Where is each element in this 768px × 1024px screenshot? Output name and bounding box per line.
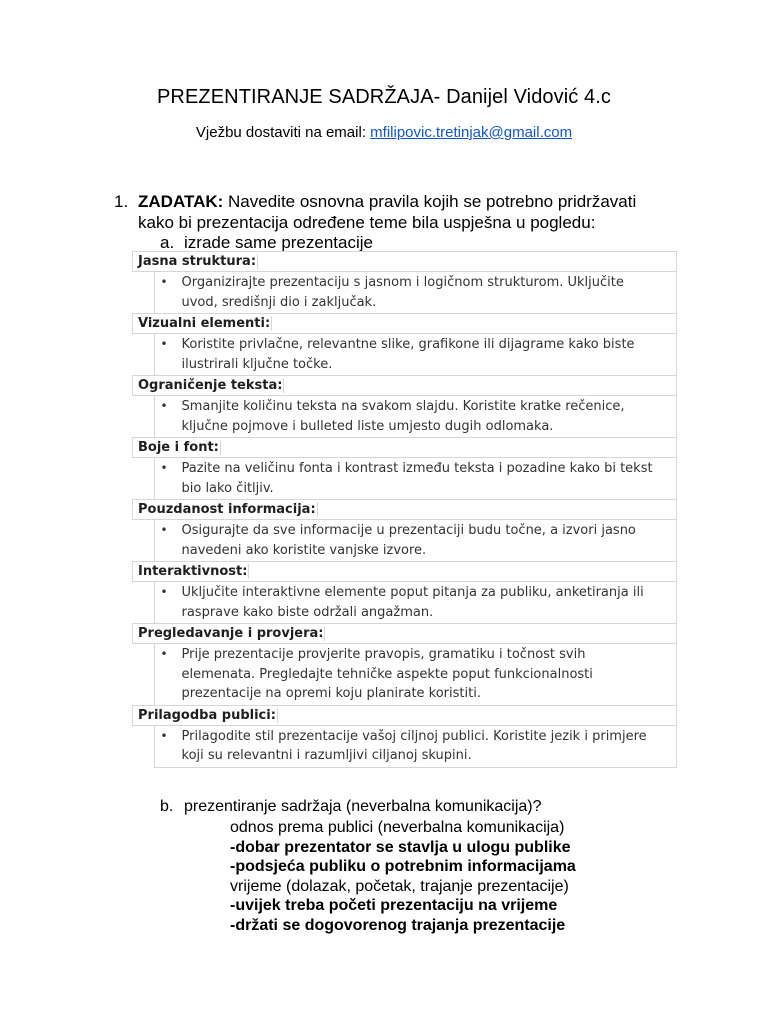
rule-bullet <box>154 582 677 624</box>
part-b <box>160 797 542 817</box>
rule-text-line: Koristite privlačne, relevantne slike, grafikone ili dijagrame kako biste <box>181 337 635 352</box>
rule-bullet <box>154 272 677 314</box>
rule-heading <box>133 500 677 520</box>
email-instruction <box>0 124 768 141</box>
rule-bullet-row <box>133 644 677 706</box>
rule-text-line: Pazite na veličinu fonta i kontrast između teksta i pozadine kako bi tekst <box>181 461 653 476</box>
bullet-icon: • <box>160 523 168 537</box>
rule-text-line: Osigurajte da sve informacije u prezentaciji budu točne, a izvori jasno <box>181 523 636 538</box>
part-a-text: izrade same prezentacije <box>184 233 373 252</box>
part-b-lines <box>230 818 576 936</box>
rule-bullet <box>154 334 677 376</box>
rule-heading-text: Pregledavanje i provjera: <box>138 626 324 641</box>
rule-heading-row <box>133 438 677 458</box>
rule-bullet <box>154 458 677 500</box>
rule-heading <box>133 314 677 334</box>
rule-bullet-row <box>133 725 677 767</box>
email-prefix: Vježbu dostaviti na email: <box>195 124 371 141</box>
rule-text-line: prezentacije na opremi koju planirate koristiti. <box>181 686 481 701</box>
rule-heading-row <box>133 624 677 644</box>
rule-heading-text: Vizualni elementi: <box>138 316 271 331</box>
rules-table <box>132 251 677 768</box>
part-b-line: vrijeme (dolazak, početak, trajanje prezentacije) <box>230 877 569 895</box>
rule-bullet-row <box>133 458 677 500</box>
part-b-line: -uvijek treba početi prezentaciju na vrijeme <box>230 897 558 915</box>
part-b-label: b. <box>160 798 174 815</box>
rule-bullet <box>154 520 677 562</box>
rule-heading-row <box>133 376 677 396</box>
rule-heading-row <box>133 705 677 725</box>
rule-indent <box>133 644 155 706</box>
bullet-icon: • <box>160 275 168 289</box>
part-a <box>160 232 373 253</box>
rule-heading-text: Pouzdanost informacija: <box>138 502 316 517</box>
rule-text-line: uvod, središnji dio i zaključak. <box>181 294 377 310</box>
rule-bullet <box>154 644 677 706</box>
rule-text-line: Prilagodite stil prezentacije vašoj ciljnoj publici. Koristite jezik i primjere <box>181 728 647 744</box>
rule-text-line: bio lako čitljiv. <box>181 480 274 496</box>
part-a-label: a. <box>160 233 175 252</box>
rule-text-line: navedeni ako koristite vanjske izvore. <box>181 542 427 558</box>
rule-indent <box>133 458 155 500</box>
rule-bullet <box>154 725 677 767</box>
bullet-icon: • <box>160 337 168 351</box>
rule-heading-row <box>133 252 677 272</box>
rule-text-line: elemenata. Pregledajte tehničke aspekte poput funkcionalnosti <box>181 666 593 682</box>
rule-heading <box>133 624 677 644</box>
bullet-icon: • <box>160 728 168 743</box>
rule-bullet <box>154 396 677 438</box>
rule-text-line: koji su relevantni i razumljivi ciljanoj skupini. <box>181 748 472 763</box>
bullet-icon: • <box>160 647 168 661</box>
rule-heading <box>133 252 677 272</box>
rule-bullet-row <box>133 334 677 376</box>
part-b-line: -dobar prezentator se stavlja u ulogu publike <box>230 838 571 856</box>
rule-indent <box>133 582 155 624</box>
part-b-line: odnos prema publici (neverbalna komunikacija) <box>230 819 565 836</box>
bullet-icon: • <box>160 585 168 599</box>
rule-indent <box>133 272 155 314</box>
rule-heading <box>133 376 677 396</box>
rule-heading-row <box>133 314 677 334</box>
rule-heading <box>133 705 677 725</box>
rule-heading-text: Ograničenje teksta: <box>138 378 283 393</box>
part-b-line: -držati se dogovorenog trajanja prezentacije <box>230 916 566 934</box>
rule-indent <box>133 725 155 767</box>
bullet-icon: • <box>160 399 168 413</box>
task-line-2: kako bi prezentacija određene teme bila uspješna u pogledu: <box>138 213 596 232</box>
rule-text-line: ilustrirali ključne točke. <box>181 356 333 372</box>
task-1 <box>114 191 684 233</box>
bullet-icon: • <box>160 461 168 475</box>
rule-bullet-row <box>133 582 677 624</box>
rule-heading-text: Prilagodba publici: <box>138 707 276 723</box>
rule-bullet-row <box>133 396 677 438</box>
email-link[interactable]: mfilipovic.tretinjak@gmail.com <box>370 124 573 141</box>
rule-text-line: Prije prezentacije provjerite pravopis, gramatiku i točnost svih <box>181 647 586 662</box>
part-b-line: -podsjeća publiku o potrebnim informacijama <box>230 858 576 876</box>
rule-indent <box>133 520 155 562</box>
task-number: 1. <box>114 192 129 211</box>
task-label: ZADATAK: <box>138 192 224 211</box>
rule-heading <box>133 562 677 582</box>
rule-heading-row <box>133 562 677 582</box>
rule-text-line: Organizirajte prezentaciju s jasnom i logičnom strukturom. Uključite <box>181 275 624 290</box>
rule-heading-text: Interaktivnost: <box>138 564 248 579</box>
rule-text-line: ključne pojmove i bulleted liste umjesto dugih odlomaka. <box>181 418 554 434</box>
rule-heading-text: Jasna struktura: <box>138 254 257 269</box>
rule-text-line: Smanjite količinu teksta na svakom slajdu. Koristite kratke rečenice, <box>181 399 625 414</box>
part-b-text: prezentiranje sadržaja (neverbalna komunikacija)? <box>184 798 542 815</box>
document-title: PREZENTIRANJE SADRŽAJA- Danijel Vidović 4.c <box>156 86 612 108</box>
rule-indent <box>133 396 155 438</box>
rule-text-line: rasprave kako biste održali angažman. <box>181 604 434 620</box>
rule-heading <box>133 438 677 458</box>
rule-heading-text: Boje i font: <box>138 440 219 455</box>
rule-heading-row <box>133 500 677 520</box>
rule-text-line: Uključite interaktivne elemente poput pitanja za publiku, anketiranja ili <box>181 585 644 600</box>
rule-bullet-row <box>133 272 677 314</box>
rule-bullet-row <box>133 520 677 562</box>
rule-indent <box>133 334 155 376</box>
task-line-1: Navedite osnovna pravila kojih se potrebno pridržavati <box>223 192 637 211</box>
